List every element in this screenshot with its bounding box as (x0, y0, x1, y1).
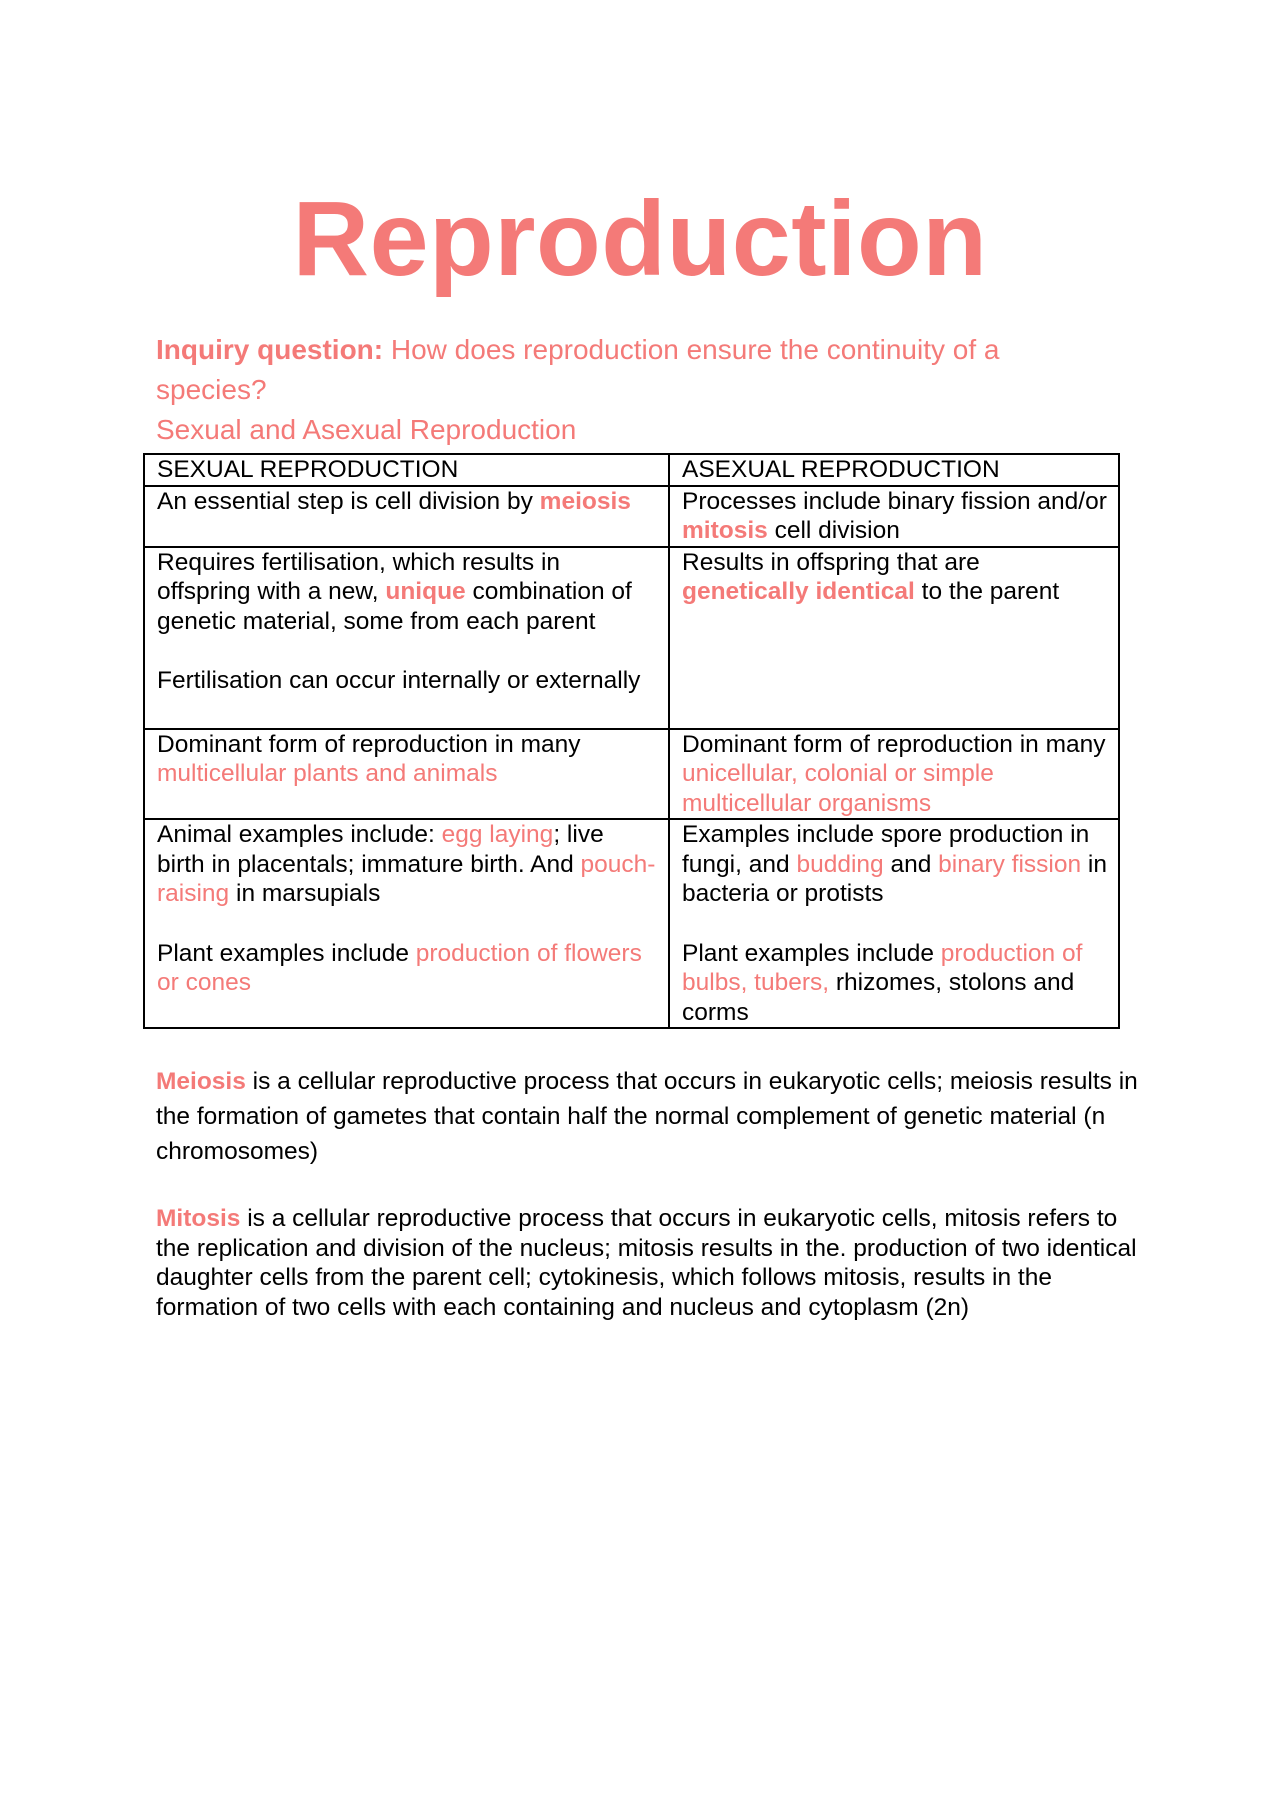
inquiry-text: How does reproduction ensure the continuity of a species? (156, 334, 1000, 405)
cell-text: Dominant form of reproduction in many (157, 730, 581, 758)
paragraph-text: is a cellular reproductive process that occurs in eukaryotic cells, mitosis refers to the replication and division of the nucleus; mitosis results in the. production of two identical daughter cells from the parent cell; cytokinesis, which follows mitosis, results in the formation of two cells with each containing and nucleus and cytoplasm (2n) (156, 1205, 1137, 1321)
cell-asexual (669, 547, 1119, 729)
highlight-term: budding (796, 850, 884, 878)
cell-text: combination of genetic material, some from each parent (157, 578, 632, 635)
paragraph-text: is a cellular reproductive process that occurs in eukaryotic cells; meiosis results in the formation of gametes that contain half the normal complement of genetic material (n chromosomes) (156, 1068, 1138, 1165)
highlight-term: egg laying (441, 821, 554, 848)
cell-text: and (883, 850, 939, 878)
cell-text: in bacteria or protists (682, 850, 1108, 907)
highlight-term: pouch-raising (157, 850, 656, 907)
header-asexual: ASEXUAL REPRODUCTION (669, 454, 1119, 486)
highlight-term: genetically identical (682, 578, 915, 605)
cell-text: An essential step is cell division by (157, 487, 540, 515)
cell-text: in marsupials (229, 880, 381, 907)
cell-sexual (144, 547, 669, 729)
table-row (144, 486, 1119, 547)
cell-paragraph: Fertilisation can occur internally or externally (157, 667, 641, 694)
cell-text: cell division (767, 517, 900, 544)
cell-asexual (669, 486, 1119, 547)
table-header-row (144, 454, 1119, 486)
cell-text: Results in offspring that are (682, 548, 980, 576)
table-row (144, 819, 1119, 1028)
cell-text: Processes include binary fission and/or (682, 487, 1107, 515)
cell-text: Plant examples include (682, 939, 941, 967)
inquiry-lead: Inquiry question: (156, 334, 384, 365)
cell-text: Animal examples include: (157, 821, 442, 848)
cell-asexual (669, 819, 1119, 1028)
cell-text: rhizomes, stolons and corms (682, 969, 1075, 1026)
meiosis-paragraph (156, 1064, 1146, 1169)
page-title: Reproduction (292, 180, 988, 298)
mitosis-paragraph (156, 1204, 1146, 1322)
highlight-term: Meiosis (156, 1068, 246, 1095)
cell-text: Requires fertilisation, which results in offspring with a new, (157, 548, 561, 605)
cell-text: to the parent (914, 578, 1060, 605)
cell-text: Dominant form of reproduction in many (682, 730, 1106, 758)
section-heading: Sexual and Asexual Reproduction (156, 414, 577, 445)
cell-sexual (144, 819, 669, 1028)
highlight-term: mitosis (682, 517, 768, 544)
highlight-term: unique (385, 578, 466, 605)
highlight-term: multicellular plants and animals (157, 760, 498, 787)
cell-asexual (669, 729, 1119, 820)
inquiry-question (156, 330, 1116, 410)
cell-text: Examples include spore production in fungi, and (682, 821, 1090, 878)
cell-sexual (144, 486, 669, 547)
header-sexual: SEXUAL REPRODUCTION (144, 454, 669, 486)
cell-text: ; live birth in placentals; immature birth. And (157, 821, 604, 878)
highlight-term: production of bulbs, tubers, (682, 939, 1083, 996)
highlight-term: Mitosis (156, 1205, 241, 1232)
highlight-term: unicellular, colonial or simple multicellular organisms (682, 760, 994, 817)
highlight-term: meiosis (539, 487, 631, 515)
comparison-table (143, 453, 1120, 1029)
highlight-term: production of flowers or cones (157, 939, 642, 996)
table-row (144, 729, 1119, 820)
cell-text: Plant examples include (157, 939, 416, 967)
highlight-term: binary fission (938, 850, 1082, 878)
cell-sexual (144, 729, 669, 820)
table-row (144, 547, 1119, 729)
